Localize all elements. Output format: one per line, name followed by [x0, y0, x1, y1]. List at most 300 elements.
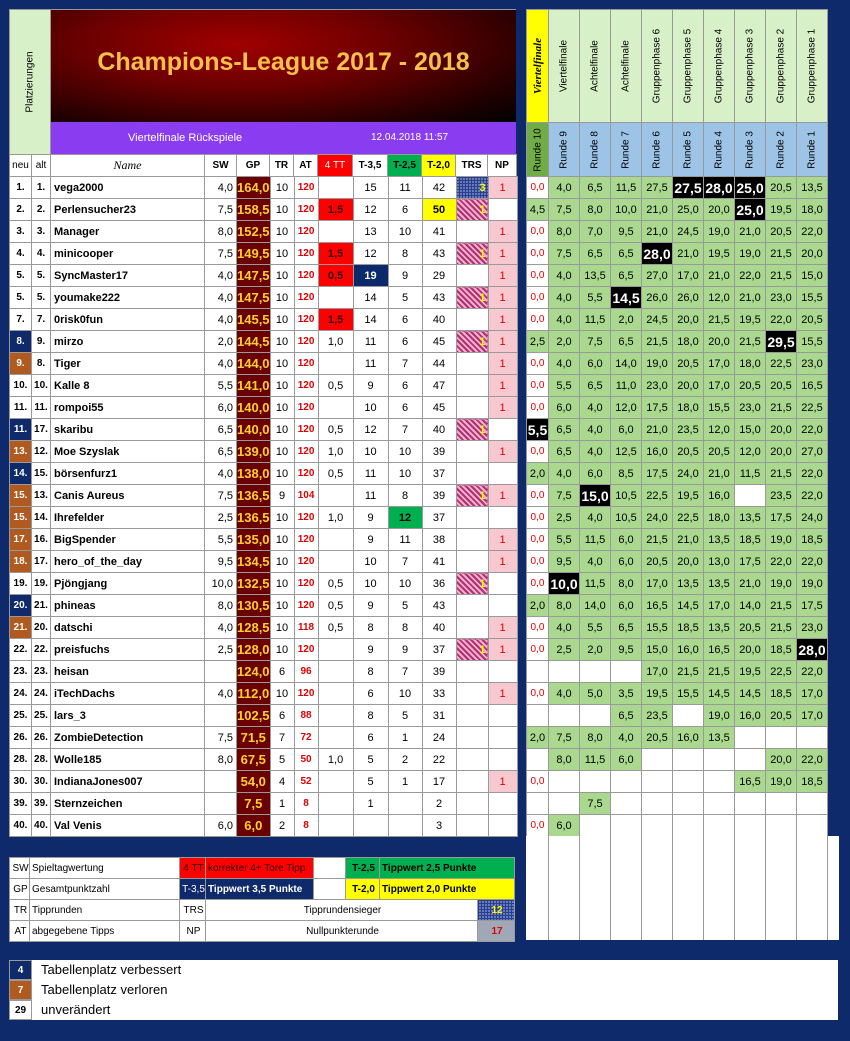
round-score: 7,0: [580, 221, 611, 243]
round-score: 6,0: [611, 749, 642, 771]
tr-value: 10: [270, 639, 294, 661]
round-score: 6,0: [549, 815, 580, 837]
round-number-header: [766, 123, 797, 177]
round-score: 19,0: [704, 705, 735, 727]
np-value: 1: [488, 287, 517, 309]
round-score: 19,0: [642, 353, 673, 375]
round-score: 21,5: [642, 331, 673, 353]
round-score: 19,5: [704, 243, 735, 265]
gp-value: 67,5: [237, 749, 271, 771]
t25-value: 5: [388, 595, 422, 617]
at-value: 120: [294, 551, 318, 573]
round-header-bottom: [526, 122, 828, 177]
col-t20: T-2,0: [422, 155, 456, 177]
round-score: 21,5: [766, 397, 797, 419]
at-value: 120: [294, 529, 318, 551]
round-score: 20,5: [735, 617, 766, 639]
at-value: 104: [294, 485, 318, 507]
round-score: 0,0: [527, 639, 549, 661]
t25-value: 7: [388, 353, 422, 375]
grid-line: [641, 836, 642, 940]
round-score: 7,5: [580, 793, 611, 815]
rank-new: 14.: [10, 463, 32, 485]
trs-value: [456, 661, 488, 683]
t25-value: 5: [388, 705, 422, 727]
round-score: 15,5: [673, 683, 704, 705]
round-score: 17,0: [704, 595, 735, 617]
round-score: 19,5: [735, 309, 766, 331]
tr-value: 10: [270, 529, 294, 551]
round-score: 22,0: [766, 551, 797, 573]
round-stage-label: Gruppenphase 2: [775, 28, 787, 104]
np-value: 1: [488, 309, 517, 331]
gp-value: 140,0: [237, 419, 271, 441]
grid-line: [672, 836, 673, 940]
gp-value: 141,0: [237, 375, 271, 397]
round-row: [527, 353, 828, 375]
round-score: 20,0: [766, 419, 797, 441]
round-score: 2,0: [549, 331, 580, 353]
t25-value: [388, 793, 422, 815]
sw-value: 4,0: [205, 265, 237, 287]
round-score: 2,0: [580, 639, 611, 661]
at-value: 120: [294, 463, 318, 485]
round-score: 10,0: [549, 573, 580, 595]
trs-value: 3: [456, 177, 488, 199]
round-score: 21,0: [642, 199, 673, 221]
round-stage-header: [580, 10, 611, 123]
rank-old: 24.: [32, 683, 51, 705]
round-stage-label: Gruppenphase 4: [713, 28, 725, 104]
round-score: [611, 771, 642, 793]
t25-value: 9: [388, 639, 422, 661]
t4-value: 1,0: [318, 441, 353, 463]
sw-value: 5,5: [205, 529, 237, 551]
round-score: [673, 749, 704, 771]
gp-value: 152,5: [237, 221, 271, 243]
round-score: [735, 749, 766, 771]
t20-value: 41: [422, 221, 456, 243]
col-gp: GP: [237, 155, 270, 177]
np-value: [488, 463, 517, 485]
trs-value: [456, 749, 488, 771]
t20-value: 39: [422, 485, 456, 507]
table-row: [10, 661, 518, 683]
t4-value: [318, 705, 353, 727]
table-row: [10, 551, 518, 573]
at-value: 8: [294, 793, 318, 815]
t35-value: 11: [353, 463, 388, 485]
t20-value: 47: [422, 375, 456, 397]
round-score: 20,0: [673, 309, 704, 331]
round-score: 14,5: [735, 683, 766, 705]
round-score: [580, 705, 611, 727]
round-score: 20,0: [673, 375, 704, 397]
player-name: preisfuchs: [51, 639, 205, 661]
rank-new: 13.: [10, 441, 32, 463]
t35-value: 10: [353, 573, 388, 595]
trs-value: [456, 463, 488, 485]
round-score: [642, 815, 673, 837]
round-score: 22,0: [797, 661, 828, 683]
trs-value: 1: [456, 419, 488, 441]
round-row: [527, 639, 828, 661]
round-score: 0,0: [527, 221, 549, 243]
round-score: 6,5: [549, 441, 580, 463]
player-name: Ihrefelder: [51, 507, 205, 529]
np-value: 1: [488, 551, 517, 573]
status-down-text: Tabellenplatz verloren: [41, 982, 168, 997]
round-score: 24,0: [642, 507, 673, 529]
round-score: 19,5: [735, 661, 766, 683]
round-stage-label: Achtelfinale: [589, 40, 601, 92]
t4-value: [318, 353, 353, 375]
status-same-text: unverändert: [41, 1002, 111, 1017]
t35-value: 12: [353, 243, 388, 265]
gp-value: 136,5: [237, 485, 271, 507]
round-score: 12,0: [735, 441, 766, 463]
round-score: 13,5: [704, 727, 735, 749]
tr-value: 6: [270, 661, 294, 683]
tr-value: 6: [270, 705, 294, 727]
t25-value: 8: [388, 617, 422, 639]
t35-value: 9: [353, 595, 388, 617]
table-row: [10, 727, 518, 749]
round-score: 15,5: [704, 397, 735, 419]
round-score: 26,0: [673, 287, 704, 309]
round-score: 8,0: [549, 221, 580, 243]
rank-new: 18.: [10, 551, 32, 573]
rank-old: 3.: [32, 221, 51, 243]
table-row: [10, 265, 518, 287]
standings-table: [9, 176, 518, 837]
table-row: [10, 177, 518, 199]
gp-value: 124,0: [237, 661, 271, 683]
round-score: 2,0: [527, 595, 549, 617]
at-value: 8: [294, 815, 318, 837]
round-score: 24,0: [797, 507, 828, 529]
round-score: 21,5: [766, 243, 797, 265]
round-score: 6,0: [611, 595, 642, 617]
trs-value: [456, 793, 488, 815]
round-score: 2,0: [611, 309, 642, 331]
table-row: [10, 287, 518, 309]
rank-old: 17.: [32, 551, 51, 573]
round-row: [527, 573, 828, 595]
t20-value: 31: [422, 705, 456, 727]
rank-new: 21.: [10, 617, 32, 639]
round-score: 23,0: [735, 397, 766, 419]
tr-value: 10: [270, 551, 294, 573]
round-score: 0,0: [527, 551, 549, 573]
grid-line: [610, 836, 611, 940]
round-score: 13,0: [704, 551, 735, 573]
legend-blank: [314, 858, 346, 879]
gp-value: 144,0: [237, 353, 271, 375]
round-score: 13,5: [673, 573, 704, 595]
round-score: 2,0: [527, 463, 549, 485]
round-score: 20,5: [766, 705, 797, 727]
round-score: 12,0: [704, 419, 735, 441]
table-row: [10, 771, 518, 793]
sw-value: 2,0: [205, 331, 237, 353]
round-score: 6,0: [580, 353, 611, 375]
t20-value: 44: [422, 353, 456, 375]
sw-value: 4,0: [205, 309, 237, 331]
round-score: 27,5: [673, 177, 704, 199]
tr-value: 10: [270, 573, 294, 595]
round-score: 15,0: [642, 639, 673, 661]
round-score: 4,0: [580, 441, 611, 463]
t20-value: 42: [422, 177, 456, 199]
round-score: 11,5: [580, 529, 611, 551]
round-score: 20,5: [642, 727, 673, 749]
round-score: 15,0: [580, 485, 611, 507]
round-number-label: Runde 10: [532, 127, 543, 172]
table-row: [10, 617, 518, 639]
table-row: [10, 243, 518, 265]
t4-value: [318, 551, 353, 573]
t4-value: 0,5: [318, 265, 353, 287]
t35-value: 15: [353, 177, 388, 199]
gp-value: 135,0: [237, 529, 271, 551]
gp-value: 134,5: [237, 551, 271, 573]
grid-line: [703, 836, 704, 940]
round-score: [735, 727, 766, 749]
t25-value: [388, 815, 422, 837]
t20-value: 22: [422, 749, 456, 771]
tr-value: 10: [270, 683, 294, 705]
tr-value: 10: [270, 199, 294, 221]
round-row: [527, 727, 828, 749]
np-value: [488, 705, 517, 727]
round-score: 21,0: [735, 287, 766, 309]
round-score: 7,5: [580, 331, 611, 353]
t20-value: 2: [422, 793, 456, 815]
table-row: [10, 595, 518, 617]
round-score: 28,0: [642, 243, 673, 265]
tr-value: 7: [270, 727, 294, 749]
round-row: [527, 397, 828, 419]
round-score: 23,0: [797, 353, 828, 375]
round-score: [642, 793, 673, 815]
gp-value: 54,0: [237, 771, 271, 793]
round-score: 10,5: [611, 507, 642, 529]
col-t35: T-3,5: [353, 155, 388, 177]
round-score: 5,5: [580, 287, 611, 309]
round-row: [527, 705, 828, 727]
round-score: 21,0: [735, 573, 766, 595]
gp-value: 145,5: [237, 309, 271, 331]
t35-value: 13: [353, 221, 388, 243]
rank-old: 28.: [32, 749, 51, 771]
round-row: [527, 419, 828, 441]
round-score: 22,0: [797, 463, 828, 485]
t4-value: 0,5: [318, 419, 353, 441]
t25-value: 11: [388, 177, 422, 199]
round-score: [735, 815, 766, 837]
round-stage-header: [611, 10, 642, 123]
rank-old: 17.: [32, 419, 51, 441]
round-score: 21,0: [642, 221, 673, 243]
t20-value: 43: [422, 595, 456, 617]
round-score: 18,5: [797, 771, 828, 793]
round-score: 20,5: [704, 441, 735, 463]
sw-value: 5,5: [205, 375, 237, 397]
round-score: 22,0: [797, 749, 828, 771]
player-name: Pjöngjang: [51, 573, 205, 595]
status-legend-row: [9, 980, 838, 1000]
rank-new: 7.: [10, 309, 32, 331]
round-stage-label: Achtelfinale: [620, 40, 632, 92]
t4-value: [318, 529, 353, 551]
round-score: 9,5: [611, 639, 642, 661]
round-score: 11,5: [580, 749, 611, 771]
round-score: 24,5: [642, 309, 673, 331]
round-score: 19,0: [766, 771, 797, 793]
legend-np-value: 17: [478, 921, 515, 942]
player-name: Sternzeichen: [51, 793, 205, 815]
np-value: 1: [488, 375, 517, 397]
round-number-header: [549, 123, 580, 177]
round-stage-label: Viertelfinale: [531, 37, 544, 95]
round-stage-header: [797, 10, 828, 123]
round-score: 9,5: [611, 221, 642, 243]
tr-value: 10: [270, 375, 294, 397]
round-score: 0,0: [527, 441, 549, 463]
round-score: [673, 793, 704, 815]
round-number-header: [704, 123, 735, 177]
legend-at-key: AT: [10, 921, 30, 942]
round-stage-header: [549, 10, 580, 123]
round-score: 20,0: [735, 639, 766, 661]
at-value: 88: [294, 705, 318, 727]
col-4tt: 4 TT: [318, 155, 353, 177]
at-value: 120: [294, 265, 318, 287]
table-row: [10, 639, 518, 661]
sw-value: 8,0: [205, 595, 237, 617]
sw-value: 4,0: [205, 287, 237, 309]
round-score: 28,0: [704, 177, 735, 199]
np-value: 1: [488, 441, 517, 463]
t25-value: 10: [388, 463, 422, 485]
round-score: [766, 727, 797, 749]
round-row: [527, 331, 828, 353]
status-same-swatch: 29: [9, 1000, 32, 1020]
trs-value: [456, 705, 488, 727]
round-score: 27,5: [642, 177, 673, 199]
t35-value: 12: [353, 199, 388, 221]
np-value: 1: [488, 771, 517, 793]
round-score: 18,0: [673, 397, 704, 419]
round-number-header: [580, 123, 611, 177]
round-score: [527, 749, 549, 771]
round-score: [766, 793, 797, 815]
rank-old: 25.: [32, 705, 51, 727]
round-score: [549, 661, 580, 683]
player-name: Perlensucher23: [51, 199, 205, 221]
round-score: [580, 815, 611, 837]
col-np: NP: [488, 155, 517, 177]
round-score: 4,0: [580, 551, 611, 573]
round-score: 8,0: [580, 727, 611, 749]
round-score: [797, 815, 828, 837]
round-score: 28,0: [797, 639, 828, 661]
round-score: [642, 749, 673, 771]
col-tr: TR: [270, 155, 294, 177]
round-score: 22,0: [797, 419, 828, 441]
t4-value: [318, 485, 353, 507]
round-score: 21,5: [673, 661, 704, 683]
rank-old: 1.: [32, 177, 51, 199]
trs-value: 1: [456, 485, 488, 507]
at-value: 118: [294, 617, 318, 639]
rank-old: 4.: [32, 243, 51, 265]
round-score: 4,0: [580, 507, 611, 529]
trs-value: [456, 595, 488, 617]
round-score: 14,5: [673, 595, 704, 617]
round-stage-header: [766, 10, 797, 123]
legend-tr-text: Tipprunden: [30, 900, 180, 921]
player-name: börsenfurz1: [51, 463, 205, 485]
tr-value: 10: [270, 419, 294, 441]
at-value: 120: [294, 573, 318, 595]
subtitle-bar: [51, 122, 516, 155]
t35-value: 11: [353, 485, 388, 507]
gp-value: 112,0: [237, 683, 271, 705]
rank-old: 11.: [32, 397, 51, 419]
round-score: 17,0: [673, 265, 704, 287]
rank-old: 15.: [32, 463, 51, 485]
player-name: IndianaJones007: [51, 771, 205, 793]
round-score: 0,0: [527, 507, 549, 529]
tr-value: 10: [270, 287, 294, 309]
round-score: 17,0: [704, 353, 735, 375]
t25-value: 5: [388, 287, 422, 309]
round-score: 20,0: [704, 199, 735, 221]
round-row: [527, 485, 828, 507]
round-score: 20,5: [673, 441, 704, 463]
trs-value: [456, 617, 488, 639]
sw-value: 4,0: [205, 683, 237, 705]
round-score: 17,0: [642, 573, 673, 595]
round-score: 9,5: [549, 551, 580, 573]
tr-value: 10: [270, 177, 294, 199]
table-row: [10, 507, 518, 529]
t35-value: 8: [353, 661, 388, 683]
t35-value: 14: [353, 287, 388, 309]
trs-value: [456, 815, 488, 837]
legend-trs-text: Tipprundensieger: [206, 900, 478, 921]
t35-value: 11: [353, 353, 388, 375]
t4-value: [318, 397, 353, 419]
round-score: [797, 793, 828, 815]
rank-new: 39.: [10, 793, 32, 815]
np-value: [488, 793, 517, 815]
round-score: 18,5: [797, 529, 828, 551]
round-number-label: Runde 2: [775, 130, 787, 169]
round-score: 5,5: [580, 617, 611, 639]
rank-new: 23.: [10, 661, 32, 683]
np-value: 1: [488, 177, 517, 199]
t4-value: 0,5: [318, 463, 353, 485]
round-score: 7,5: [549, 485, 580, 507]
t4-value: 0,5: [318, 595, 353, 617]
round-score: 23,0: [797, 617, 828, 639]
tr-value: 10: [270, 353, 294, 375]
round-header-top: [526, 9, 828, 123]
sw-value: [205, 661, 237, 683]
